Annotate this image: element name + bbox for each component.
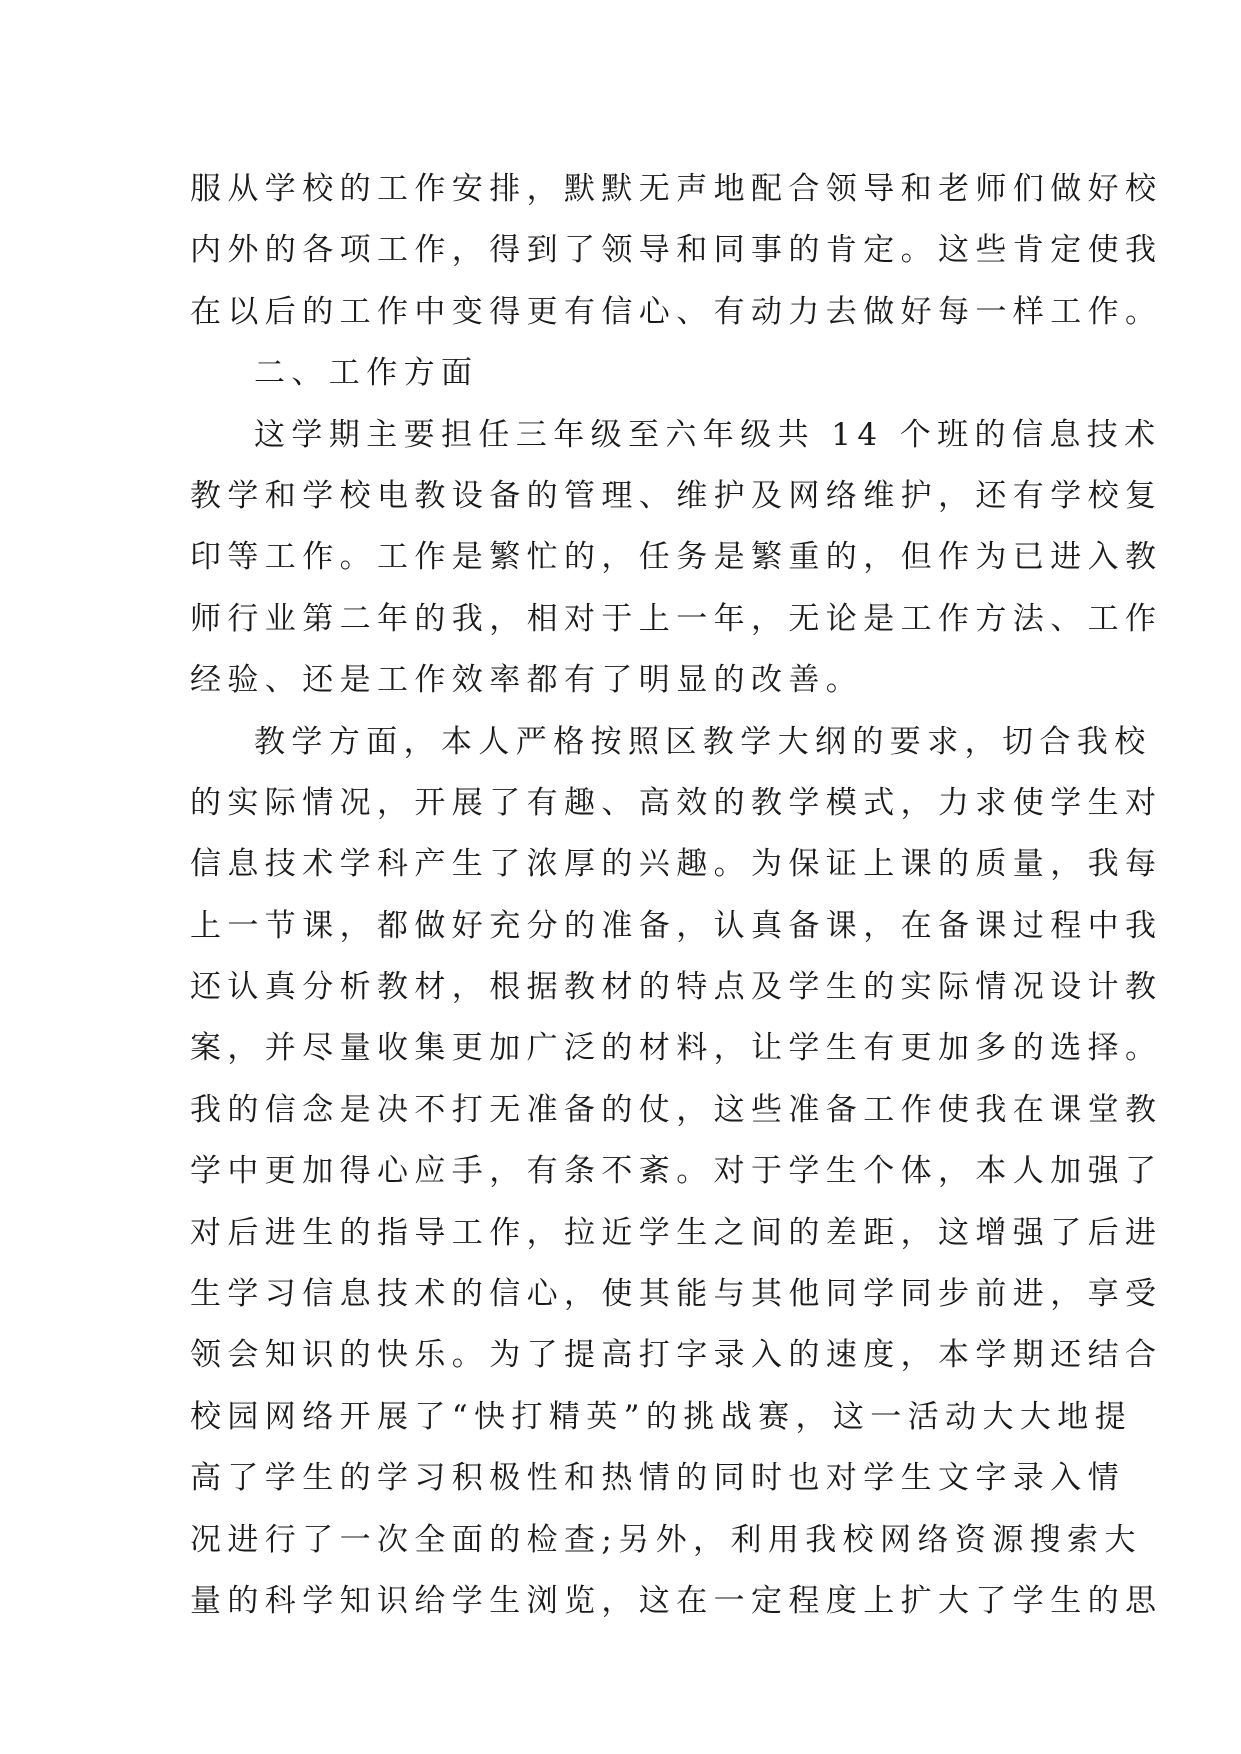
text-line: 内外的各项工作，得到了领导和同事的肯定。这些肯定使我 <box>190 232 1163 269</box>
text-line: 教学方面，本人严格按照区教学大纲的要求，切合我校 <box>254 723 1152 760</box>
text-line: 服从学校的工作安排，默默无声地配合领导和老师们做好校 <box>190 171 1163 207</box>
text-line: 校园网络开展了“快打精英”的挑战赛，这一活动大大地提 <box>190 1398 1133 1435</box>
text-line: 还认真分析教材，根据教材的特点及学生的实际情况设计教 <box>190 969 1163 1006</box>
text-line: 经验、还是工作效率都有了明显的改善。 <box>190 662 864 699</box>
text-line: 我的信念是决不打无准备的仗，这些准备工作使我在课堂教 <box>190 1091 1163 1128</box>
section-heading: 二、工作方面 <box>254 355 479 392</box>
text-line: 案，并尽量收集更加广泛的材料，让学生有更加多的选择。 <box>190 1030 1163 1067</box>
text-line: 的实际情况，开展了有趣、高效的教学模式，力求使学生对 <box>190 784 1163 821</box>
text-line: 学中更加得心应手，有条不紊。对于学生个体，本人加强了 <box>190 1153 1163 1190</box>
text-line: 生学习信息技术的信心，使其能与其他同学同步前进，享受 <box>190 1276 1163 1313</box>
body-text <box>190 159 1163 1632</box>
text-line: 这学期主要担任三年级至六年级共 14 个班的信息技术 <box>254 416 1162 453</box>
text-line: 领会知识的快乐。为了提高打字录入的速度，本学期还结合 <box>190 1337 1163 1374</box>
text-line: 对后进生的指导工作，拉近学生之间的差距，这增强了后进 <box>190 1214 1163 1251</box>
text-line: 上一节课，都做好充分的准备，认真备课，在备课过程中我 <box>190 907 1163 944</box>
text-line: 印等工作。工作是繁忙的，任务是繁重的，但作为已进入教 <box>190 539 1163 576</box>
text-line: 教学和学校电教设备的管理、维护及网络维护，还有学校复 <box>190 477 1163 514</box>
text-line: 况进行了一次全面的检查;另外，利用我校网络资源搜索大 <box>190 1521 1142 1558</box>
text-line: 量的科学知识给学生浏览，这在一定程度上扩大了学生的思 <box>190 1582 1163 1619</box>
text-line: 师行业第二年的我，相对于上一年，无论是工作方法、工作 <box>190 600 1163 637</box>
text-line: 信息技术学科产生了浓厚的兴趣。为保证上课的质量，我每 <box>190 846 1163 883</box>
text-line: 高了学生的学习积极性和热情的同时也对学生文字录入情 <box>190 1460 1125 1497</box>
text-line: 在以后的工作中变得更有信心、有动力去做好每一样工作。 <box>190 293 1163 330</box>
